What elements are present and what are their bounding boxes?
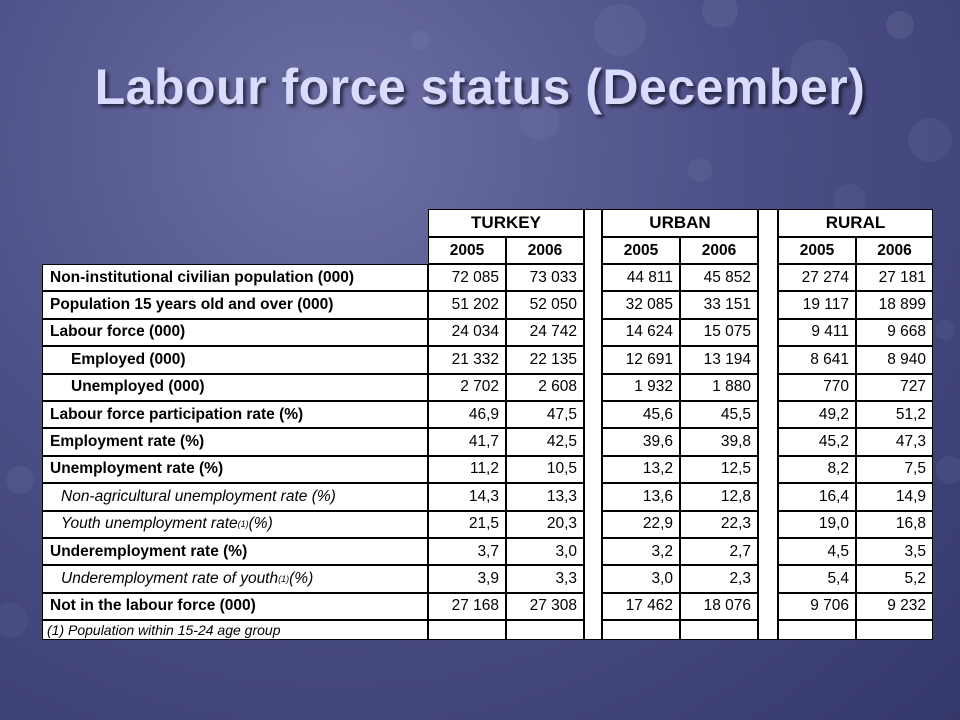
table-cell-value: 5,4: [778, 565, 856, 592]
table-cell-value: 21 332: [428, 346, 506, 373]
table-cell-value: 27 274: [778, 264, 856, 291]
table-cell-value: 13,2: [602, 456, 680, 483]
empty-cell: [856, 620, 933, 640]
table-cell-value: 22,3: [680, 511, 758, 538]
table-cell-value: 52 050: [506, 291, 584, 318]
table-cell-value: 12,5: [680, 456, 758, 483]
row-label-text: Non-agricultural unemployment rate (%): [61, 487, 336, 505]
table-cell-value: 15 075: [680, 319, 758, 346]
table-cell-value: 45,2: [778, 428, 856, 455]
table-cell-value: 2,3: [680, 565, 758, 592]
table-cell-value: 72 085: [428, 264, 506, 291]
footnote: (1) Population within 15-24 age group: [42, 620, 428, 640]
table-cell-value: 3,5: [856, 538, 933, 565]
table-cell-value: 24 742: [506, 319, 584, 346]
row-label-text: Employed (000): [71, 350, 186, 368]
row-label-text: Underemployment rate (%): [50, 542, 248, 560]
table-cell-value: 19 117: [778, 291, 856, 318]
table-cell-value: 41,7: [428, 428, 506, 455]
row-label: [42, 483, 428, 510]
table-cell-value: 12 691: [602, 346, 680, 373]
table-cell-value: 1 880: [680, 374, 758, 401]
table-cell-value: 10,5: [506, 456, 584, 483]
table-cell-value: 5,2: [856, 565, 933, 592]
table-cell-value: 11,2: [428, 456, 506, 483]
row-label: Youth unemployment rate (1) (%): [42, 511, 428, 538]
row-label-text: Population 15 years old and over (000): [50, 296, 334, 314]
row-label-text: Unemployed (000): [71, 378, 205, 396]
table-cell-value: 51 202: [428, 291, 506, 318]
row-label: [42, 264, 428, 291]
table-cell-value: 8 641: [778, 346, 856, 373]
empty-cell: [506, 620, 584, 640]
table-cell-value: 2,7: [680, 538, 758, 565]
table-cell-value: 33 151: [680, 291, 758, 318]
year-header: 2005: [428, 237, 506, 264]
row-label-text: Labour force (000): [50, 323, 186, 341]
empty-cell: [680, 620, 758, 640]
table-cell-value: 46,9: [428, 401, 506, 428]
row-label-text: Not in the labour force (000): [50, 597, 256, 615]
year-header: 2005: [778, 237, 856, 264]
table-cell-value: 13 194: [680, 346, 758, 373]
year-header: 2006: [856, 237, 933, 264]
table-cell-value: 8 940: [856, 346, 933, 373]
group-header: TURKEY: [428, 209, 584, 237]
row-label: Underemployment rate of youth (1) (%): [42, 565, 428, 592]
year-header: 2005: [602, 237, 680, 264]
spacer-column: [758, 209, 778, 640]
table-cell-value: 3,0: [602, 565, 680, 592]
table-cell-value: 9 668: [856, 319, 933, 346]
table-cell-value: 45 852: [680, 264, 758, 291]
year-header: 2006: [506, 237, 584, 264]
row-label: [42, 374, 428, 401]
table-cell-value: 27 168: [428, 593, 506, 620]
table-cell-value: 3,9: [428, 565, 506, 592]
group-header: RURAL: [778, 209, 933, 237]
row-label: [42, 538, 428, 565]
table-cell-value: 9 706: [778, 593, 856, 620]
table-cell-value: 39,6: [602, 428, 680, 455]
group-header: URBAN: [602, 209, 758, 237]
row-label-suffix: (%): [248, 515, 273, 533]
table-cell-value: 3,3: [506, 565, 584, 592]
table-cell-value: 12,8: [680, 483, 758, 510]
table-cell-value: 727: [856, 374, 933, 401]
row-label-text: Labour force participation rate (%): [50, 405, 304, 423]
row-label: [42, 428, 428, 455]
table-cell-value: 16,4: [778, 483, 856, 510]
table-cell-value: 14 624: [602, 319, 680, 346]
table-cell-value: 73 033: [506, 264, 584, 291]
table-cell-value: 22,9: [602, 511, 680, 538]
table-cell-value: 20,3: [506, 511, 584, 538]
table-cell-value: 770: [778, 374, 856, 401]
row-label: [42, 401, 428, 428]
table-cell-value: 27 181: [856, 264, 933, 291]
row-label-text: Employment rate (%): [50, 433, 205, 451]
table-cell-value: 14,3: [428, 483, 506, 510]
table-cell-value: 39,8: [680, 428, 758, 455]
row-label: [42, 291, 428, 318]
table-cell-value: 9 232: [856, 593, 933, 620]
empty-cell: [602, 620, 680, 640]
table-cell-value: 21,5: [428, 511, 506, 538]
row-label-text: Youth unemployment rate: [61, 515, 238, 533]
table-cell-value: 13,3: [506, 483, 584, 510]
row-label: [42, 346, 428, 373]
row-label: [42, 593, 428, 620]
row-label: [42, 456, 428, 483]
table-cell-value: 13,6: [602, 483, 680, 510]
table-cell-value: 32 085: [602, 291, 680, 318]
row-label-text: Underemployment rate of youth: [61, 570, 279, 588]
table-cell-value: 22 135: [506, 346, 584, 373]
table-cell-value: 19,0: [778, 511, 856, 538]
table-cell-value: 4,5: [778, 538, 856, 565]
empty-cell: [428, 620, 506, 640]
table-cell-value: 8,2: [778, 456, 856, 483]
table-cell-value: 42,5: [506, 428, 584, 455]
spacer-column: [584, 209, 602, 640]
row-label-suffix: (%): [289, 570, 314, 588]
table-cell-value: 1 932: [602, 374, 680, 401]
empty-cell: [778, 620, 856, 640]
row-label: [42, 319, 428, 346]
table-cell-value: 47,5: [506, 401, 584, 428]
table-cell-value: 2 608: [506, 374, 584, 401]
table-cell-value: 14,9: [856, 483, 933, 510]
page-title: Labour force status (December): [94, 59, 866, 115]
table-cell-value: 51,2: [856, 401, 933, 428]
table-cell-value: 24 034: [428, 319, 506, 346]
year-header: 2006: [680, 237, 758, 264]
table-cell-value: 45,6: [602, 401, 680, 428]
table-cell-value: 18 899: [856, 291, 933, 318]
table-cell-value: 2 702: [428, 374, 506, 401]
table-cell-value: 27 308: [506, 593, 584, 620]
table-cell-value: 18 076: [680, 593, 758, 620]
table-cell-value: 9 411: [778, 319, 856, 346]
table-cell-value: 17 462: [602, 593, 680, 620]
table-cell-value: 7,5: [856, 456, 933, 483]
table-cell-value: 3,2: [602, 538, 680, 565]
row-label-text: Unemployment rate (%): [50, 460, 224, 478]
table-cell-value: 16,8: [856, 511, 933, 538]
row-label-text: Non-institutional civilian population (000): [50, 268, 354, 286]
table-cell-value: 47,3: [856, 428, 933, 455]
table-cell-value: 3,0: [506, 538, 584, 565]
table-cell-value: 44 811: [602, 264, 680, 291]
table-cell-value: 49,2: [778, 401, 856, 428]
table-cell-value: 3,7: [428, 538, 506, 565]
table-cell-value: 45,5: [680, 401, 758, 428]
